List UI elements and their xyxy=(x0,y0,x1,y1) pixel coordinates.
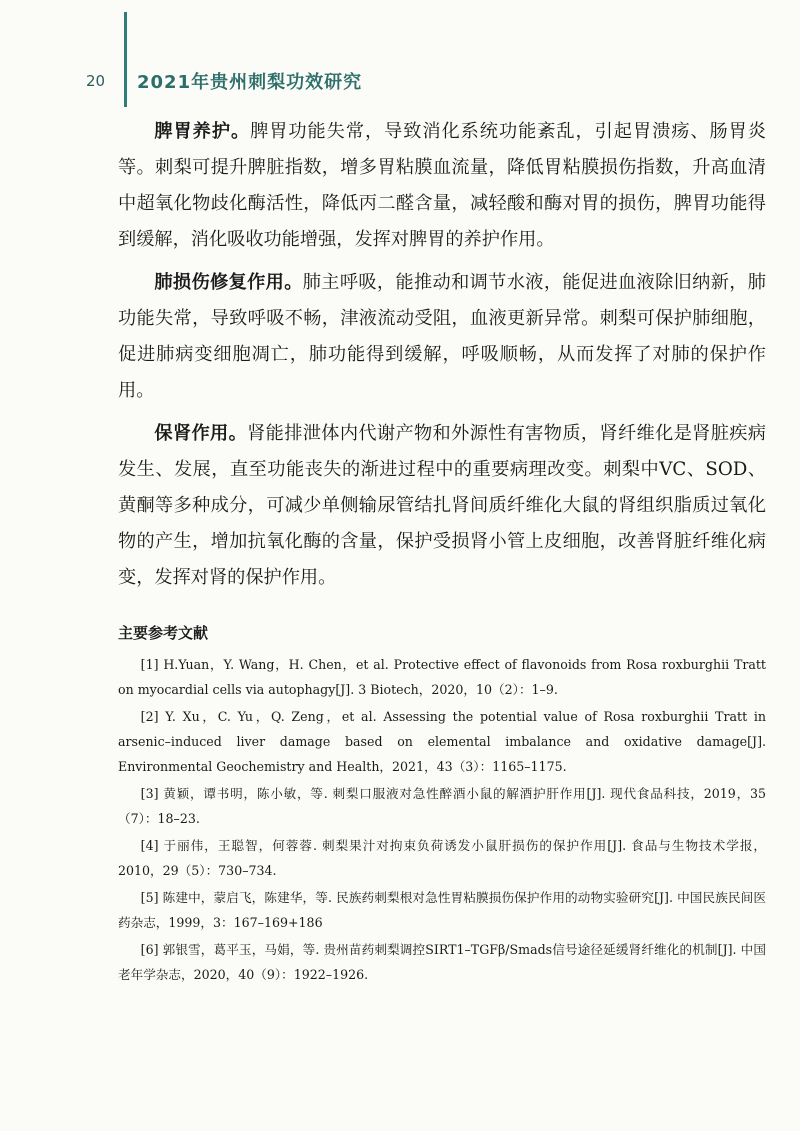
paragraph-lung xyxy=(118,265,766,409)
paragraph-lead: 肺损伤修复作用。 xyxy=(154,272,303,293)
reference-item: [3] 黄颖，谭书明，陈小敏，等. 刺梨口服液对急性醉酒小鼠的解酒护肝作用[J]. 现代食品科技，2019，35（7）：18–23. xyxy=(118,786,766,826)
paragraph-body: 肺主呼吸，能推动和调节水液，能促进血液除旧纳新，肺功能失常，导致呼吸不畅，津液流动受阻，血液更新异常。刺梨可保护肺细胞，促进肺病变细胞凋亡，肺功能得到缓解，呼吸顺畅，从而发挥了对肺的保护作用。 xyxy=(118,272,766,401)
references-list xyxy=(118,652,766,989)
reference-item: [5] 陈建中，蒙启飞，陈建华，等. 民族药刺梨根对急性胃粘膜损伤保护作用的动物实验研究[J]. 中国民族民间医药杂志，1999，3：167–169+186 xyxy=(118,890,766,930)
references-heading: 主要参考文献 xyxy=(118,624,209,642)
paragraph-body: 肾能排泄体内代谢产物和外源性有害物质，肾纤维化是肾脏疾病发生、发展，直至功能丧失的渐进过程中的重要病理改变。刺梨中VC、SOD、黄酮等多种成分，可减少单侧输尿管结扎肾间质纤维化大鼠的肾组织脂质过氧化物的产生，增加抗氧化酶的含量，保护受损肾小管上皮细胞，改善肾脏纤维化病变，发挥对肾的保护作用。 xyxy=(118,423,766,588)
body-text xyxy=(118,114,766,603)
running-title: 2021年贵州刺梨功效研究 xyxy=(137,72,363,93)
reference-item: [2] Y. Xu，C. Yu，Q. Zeng，et al. Assessing the potential value of Rosa roxburghii Tratt in arsenic–induced liver damage based on elemental imbalance and oxidative damage[J]. Environmental Geochemistry and Health，2021，43（3）：1165–1175. xyxy=(118,709,766,774)
paragraph-body: 脾胃功能失常，导致消化系统功能紊乱，引起胃溃疡、肠胃炎等。刺梨可提升脾脏指数，增多胃粘膜血流量，降低胃粘膜损伤指数，升高血清中超氧化物歧化酶活性，降低丙二醛含量，减轻酸和酶对胃的损伤，脾胃功能得到缓解，消化吸收功能增强，发挥对脾胃的养护作用。 xyxy=(118,121,766,250)
reference-item: [6] 郭银雪，葛平玉，马娟，等. 贵州苗药刺梨调控SIRT1–TGFβ/Smads信号途径延缓肾纤维化的机制[J]. 中国老年学杂志，2020，40（9）：1922–1926. xyxy=(118,942,766,982)
header-accent-bar xyxy=(124,12,127,107)
reference-item: [1] H.Yuan，Y. Wang，H. Chen，et al. Protective effect of flavonoids from Rosa roxburghii Tratt on myocardial cells via autophagy[J]. 3 Biotech，2020，10（2）：1–9. xyxy=(118,657,766,697)
paragraph-spleen-stomach xyxy=(118,114,766,258)
reference-item: [4] 于丽伟，王聪智，何蓉蓉. 刺梨果汁对拘束负荷诱发小鼠肝损伤的保护作用[J]. 食品与生物技术学报，2010，29（5）：730–734. xyxy=(118,838,766,878)
page-number: 20 xyxy=(86,72,106,90)
paragraph-lead: 脾胃养护。 xyxy=(154,121,251,142)
paragraph-lead: 保肾作用。 xyxy=(154,423,248,444)
paragraph-kidney xyxy=(118,416,766,596)
